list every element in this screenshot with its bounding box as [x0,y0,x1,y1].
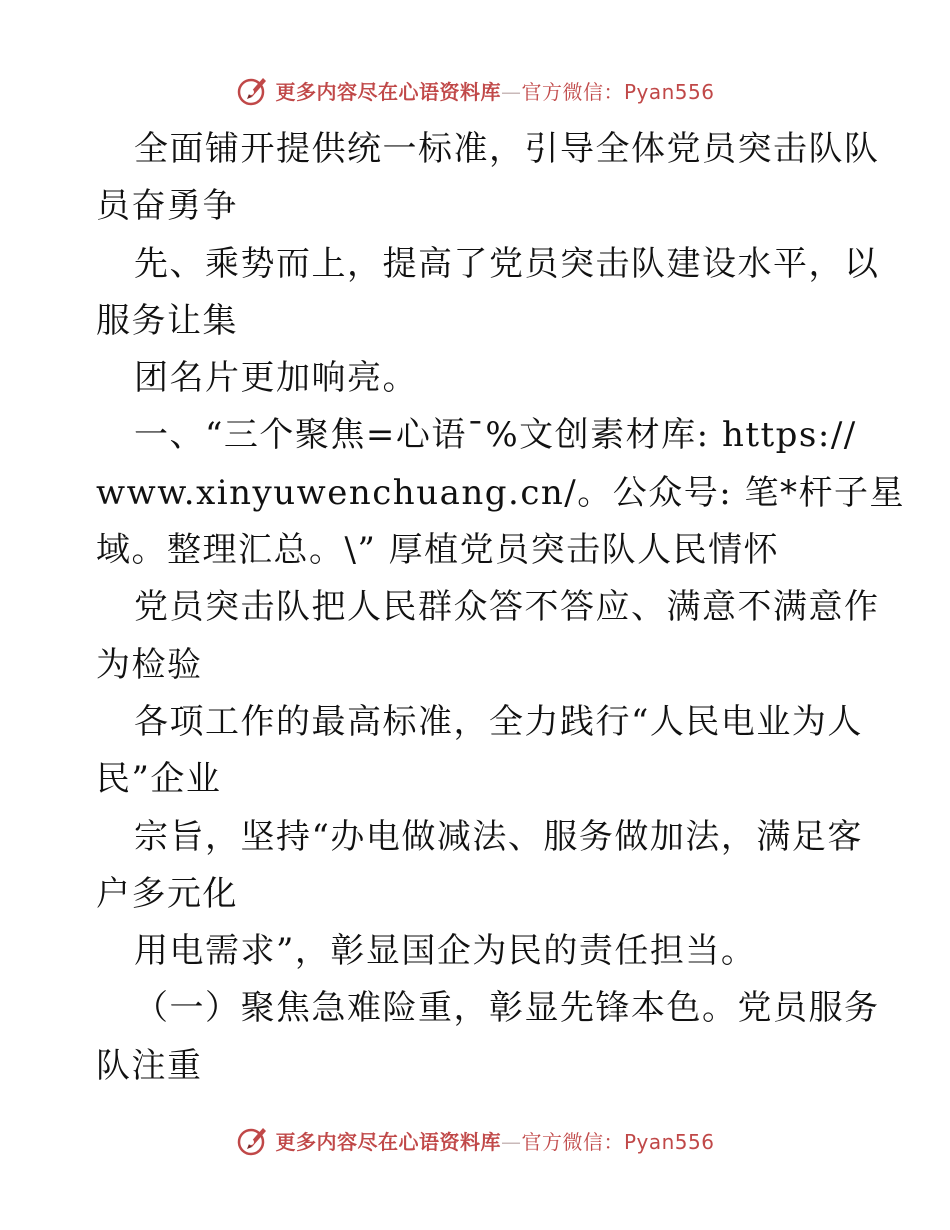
text-line: 域。整理汇总。\” 厚植党员突击队人民情怀 [96,530,780,571]
watermark-text [275,76,714,105]
text-line: 服务让集 [96,300,238,341]
watermark-separator: — [500,79,522,104]
text-line: 用电需求”，彰显国企为民的责任担当。 [134,931,757,972]
pen-nib-logo-icon [235,72,271,108]
text-line: 各项工作的最高标准，全力践行“人民电业为人 [134,701,863,742]
text-line: 民”企业 [96,759,222,800]
watermark-separator: — [500,1129,522,1154]
text-line: 户多元化 [96,873,238,914]
text-line: 党员突击队把人民群众答不答应、满意不满意作 [134,587,880,628]
text-line: 宗旨，坚持“办电做减法、服务做加法，满足客 [134,816,863,857]
document-body [96,121,905,1095]
section-heading-line: 一、“三个聚焦=心语¯%文创素材库: https:// [134,415,857,456]
header-watermark [0,70,950,110]
subsection-heading-line: （一）聚焦急难险重，彰显先锋本色。党员服务 [134,988,880,1029]
watermark-site-name: 更多内容尽在心语资料库 [275,1129,501,1154]
text-line: 队注重 [96,1045,203,1086]
pen-nib-logo-icon [235,1122,271,1158]
text-line: 为检验 [96,644,203,685]
text-line: www.xinyuwenchuang.cn/。公众号: 笔*杆子星 [96,472,905,513]
text-line: 先、乘势而上，提高了党员突击队建设水平，以 [134,243,880,284]
watermark-wechat: 官方微信：Pyan556 [521,79,715,104]
text-line: 全面铺开提供统一标准，引导全体党员突击队队 [134,129,880,169]
watermark-text [275,1126,714,1155]
text-line: 团名片更加响亮。 [134,358,418,399]
watermark-site-name: 更多内容尽在心语资料库 [275,79,501,104]
footer-watermark [0,1120,950,1160]
watermark-wechat: 官方微信：Pyan556 [521,1129,715,1154]
text-line: 员奋勇争 [96,186,238,227]
